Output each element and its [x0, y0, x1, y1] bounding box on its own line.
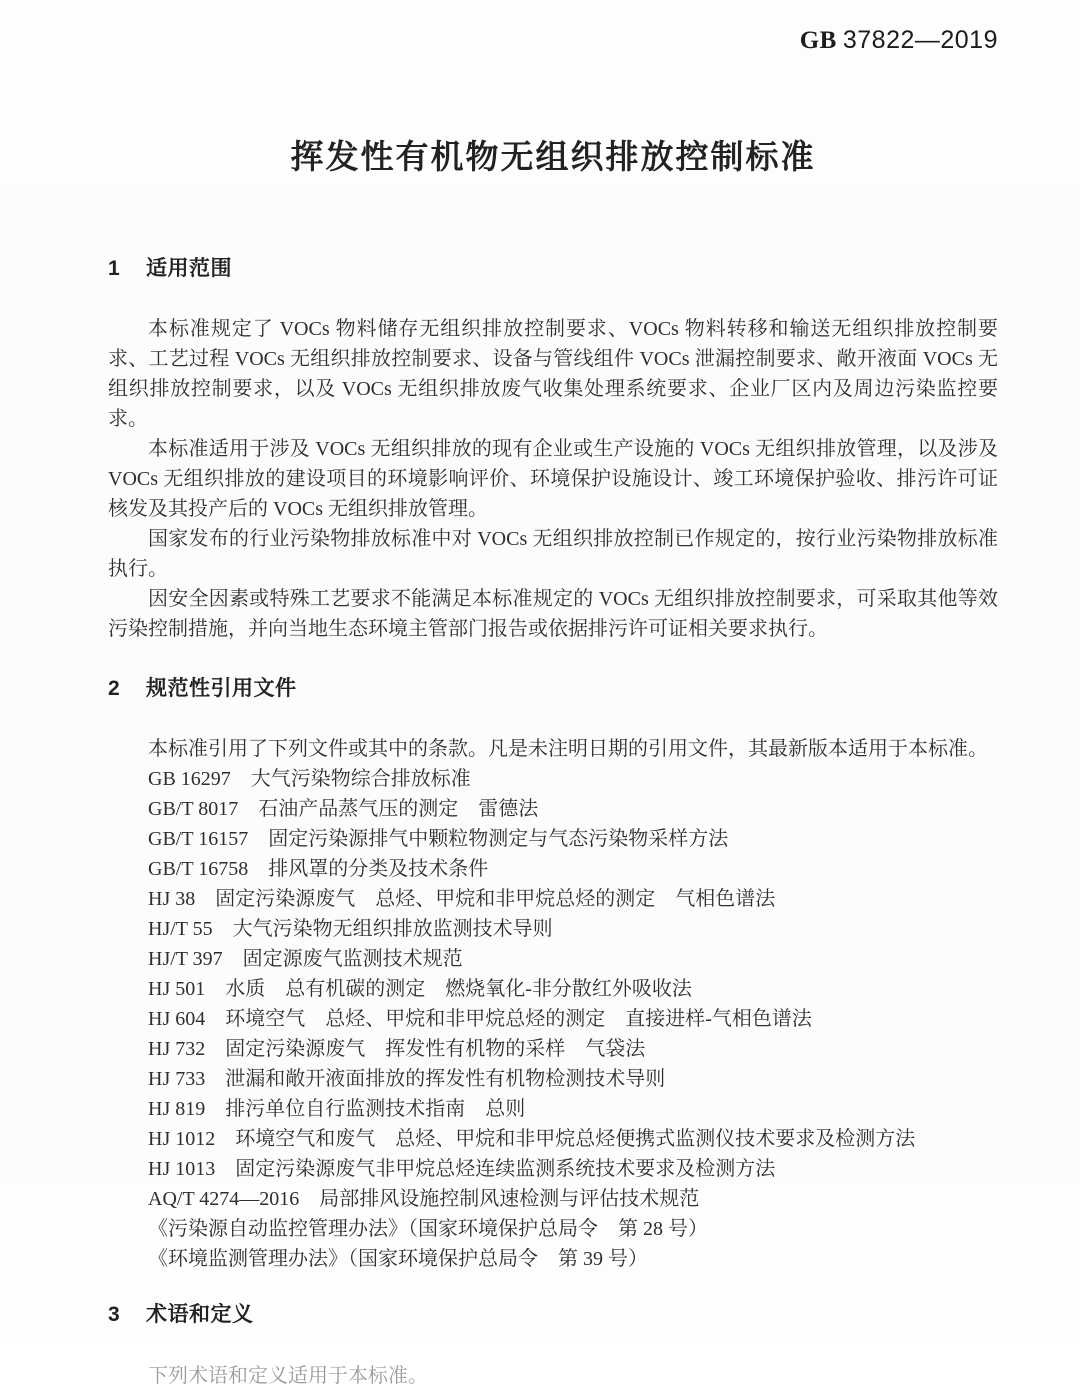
terms-clipped-first-line: 下列术语和定义适用于本标准。	[148, 1365, 428, 1387]
section-scope-body	[108, 314, 998, 644]
references-list	[108, 764, 998, 1274]
reference-item: HJ 1013 固定污染源废气非甲烷总烃连续监测系统技术要求及检测方法	[148, 1158, 776, 1180]
section-terms-title: 术语和定义	[146, 1303, 254, 1326]
reference-item: HJ 501 水质 总有机碳的测定 燃烧氧化-非分散红外吸收法	[148, 978, 692, 1000]
reference-item: GB/T 8017 石油产品蒸气压的测定 雷德法	[148, 798, 539, 820]
scope-paragraph-3: 国家发布的行业污染物排放标准中对 VOCs 无组织排放控制已作规定的，按行业污染物排放标准执行。	[108, 528, 998, 580]
reference-item: AQ/T 4274—2016 局部排风设施控制风速检测与评估技术规范	[148, 1188, 700, 1210]
reference-item: HJ 819 排污单位自行监测技术指南 总则	[148, 1098, 526, 1120]
doc-number	[108, 0, 998, 55]
reference-item: GB 16297 大气污染物综合排放标准	[148, 768, 471, 790]
reference-item: 《污染源自动监控管理办法》（国家环境保护总局令 第 28 号）	[148, 1218, 708, 1240]
reference-item: HJ 733 泄漏和敞开液面排放的挥发性有机物检测技术导则	[148, 1068, 666, 1090]
scope-paragraph-2: 本标准适用于涉及 VOCs 无组织排放的现有企业或生产设施的 VOCs 无组织排放管理，以及涉及 VOCs 无组织排放的建设项目的环境影响评价、环境保护设施设计、竣工环境保护验收、排污许可证核发及其投产后的 VOCs 无组织排放管理。	[108, 438, 998, 520]
reference-item: HJ 1012 环境空气和废气 总烃、甲烷和非甲烷总烃便携式监测仪技术要求及检测方法	[148, 1128, 916, 1150]
section-terms-heading	[108, 1300, 998, 1330]
reference-item: GB/T 16758 排风罩的分类及技术条件	[148, 858, 489, 880]
reference-item: 《环境监测管理办法》（国家环境保护总局令 第 39 号）	[148, 1248, 648, 1270]
reference-item: GB/T 16157 固定污染源排气中颗粒物测定与气态污染物采样方法	[148, 828, 729, 850]
reference-item: HJ/T 397 固定源废气监测技术规范	[148, 948, 463, 970]
doc-number-value: 37822—2019	[842, 26, 998, 54]
section-scope-heading	[108, 254, 998, 284]
section-terms-number: 3	[108, 1303, 121, 1326]
doc-title: 挥发性有机物无组织排放控制标准	[290, 138, 816, 175]
section-scope-number: 1	[108, 257, 121, 280]
scope-paragraph-4: 因安全因素或特殊工艺要求不能满足本标准规定的 VOCs 无组织排放控制要求，可采取其他等效污染控制措施，并向当地生态环境主管部门报告或依据排污许可证相关要求执行。	[108, 588, 998, 640]
reference-item: HJ 38 固定污染源废气 总烃、甲烷和非甲烷总烃的测定 气相色谱法	[148, 888, 776, 910]
references-intro: 本标准引用了下列文件或其中的条款。凡是未注明日期的引用文件，其最新版本适用于本标准。	[148, 738, 988, 760]
section-references-title: 规范性引用文件	[146, 677, 297, 700]
reference-item: HJ 732 固定污染源废气 挥发性有机物的采样 气袋法	[148, 1038, 646, 1060]
reference-item: HJ 604 环境空气 总烃、甲烷和非甲烷总烃的测定 直接进样-气相色谱法	[148, 1008, 812, 1030]
scope-paragraph-1: 本标准规定了 VOCs 物料储存无组织排放控制要求、VOCs 物料转移和输送无组织排放控制要求、工艺过程 VOCs 无组织排放控制要求、设备与管线组件 VOCs 泄漏控制要求、敞开液面 VOCs 无组织排放控制要求，以及 VOCs 无组织排放废气收集处理系统要求、企业厂区内及周边污染监控要求。	[108, 318, 998, 430]
reference-item: HJ/T 55 大气污染物无组织排放监测技术导则	[148, 918, 553, 940]
section-references-heading	[108, 674, 998, 704]
doc-number-prefix: GB	[799, 27, 837, 54]
section-scope-title: 适用范围	[146, 257, 232, 280]
section-references-number: 2	[108, 677, 121, 700]
